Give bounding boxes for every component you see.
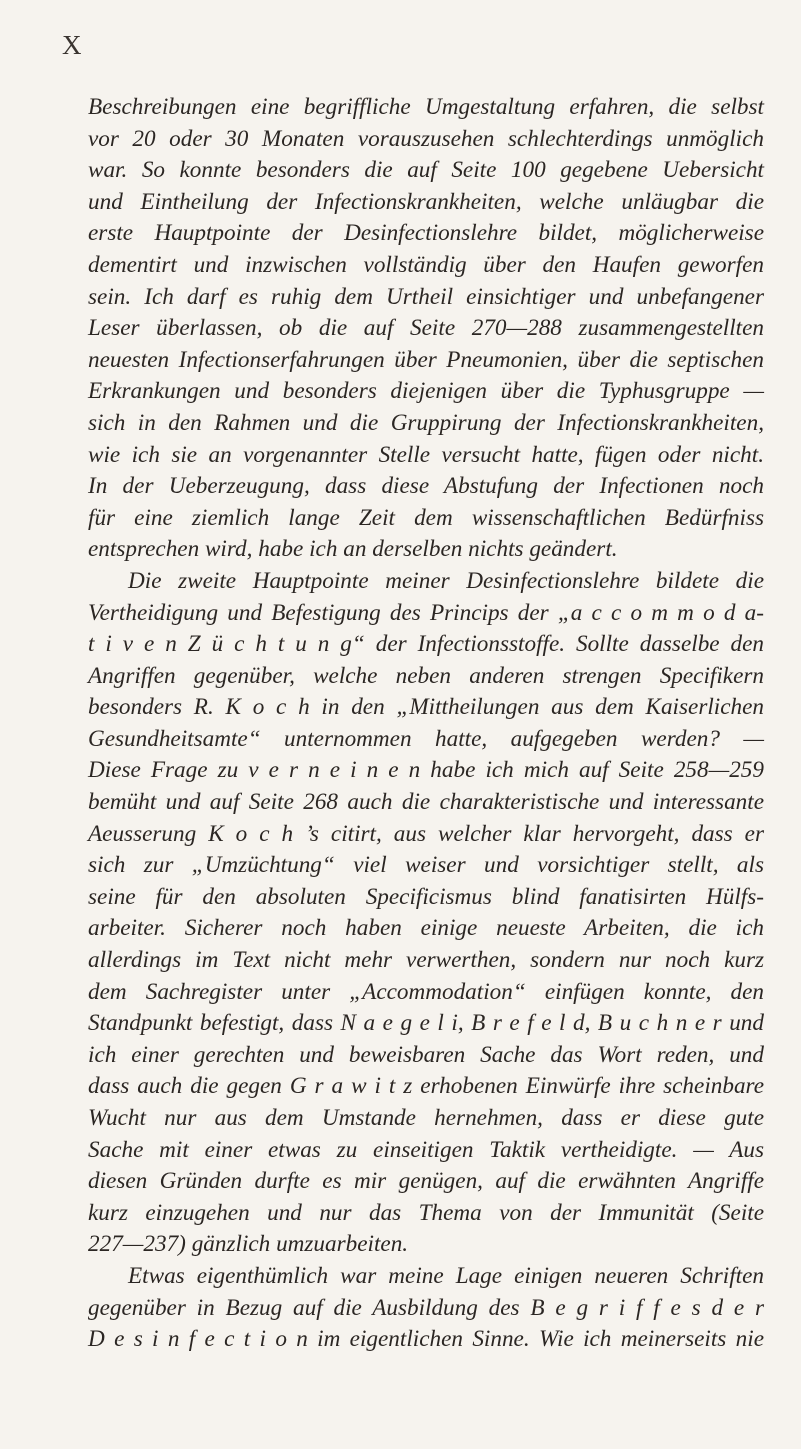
text-line: Diese Frage zu v e r n e i n e n habe ich mich auf Seite 258—259 [88, 757, 764, 784]
text-line: dem Sachregister unter „Accommodation“ einfügen konnte, den [88, 978, 764, 1005]
text-line: ich einer gerechten und beweisbaren Sache das Wort reden, und [88, 1041, 764, 1068]
paragraph [88, 1261, 764, 1356]
text-line: seine für den absoluten Specificismus blind fanatisirten Hülfs- [88, 883, 764, 910]
text-line: Aeusserung K o c h ’s citirt, aus welcher klar hervorgeht, dass er [88, 820, 764, 847]
text-line: besonders R. K o c h in den „Mittheilungen aus dem Kaiserlichen [88, 694, 764, 721]
text-line: und Eintheilung der Infectionskrankheiten, welche unläugbar die [88, 188, 764, 215]
text-line: Standpunkt befestigt, dass N a e g e l i, B r e f e l d, B u c h n e r und [88, 1010, 764, 1037]
text-line: kurz einzugehen und nur das Thema von der Immunität (Seite [88, 1199, 764, 1226]
page-number: X [62, 30, 82, 60]
text-line: arbeiter. Sicherer noch haben einige neueste Arbeiten, die ich [88, 915, 764, 942]
text-line: für eine ziemlich lange Zeit dem wissenschaftlichen Bedürfniss [88, 504, 764, 531]
text-line: diesen Gründen durfte es mir genügen, auf die erwähnten Angriffe [88, 1168, 764, 1195]
paragraph [88, 566, 764, 1261]
text-line: Vertheidigung und Befestigung des Princips der „a c c o m m o d a- [88, 599, 764, 626]
text-line: t i v e n Z ü c h t u n g“ der Infectionsstoffe. Sollte dasselbe den [88, 631, 764, 658]
text-line: dass auch die gegen G r a w i t z erhobenen Einwürfe ihre scheinbare [88, 1073, 764, 1100]
text-line: entsprechen wird, habe ich an derselben nichts geändert. [88, 536, 618, 563]
text-line: wie ich sie an vorgenannter Stelle versucht hatte, fügen oder nicht. [88, 441, 764, 468]
text-line: sich zur „Umzüchtung“ viel weiser und vorsichtiger stellt, als [88, 852, 764, 879]
text-line: sich in den Rahmen und die Gruppirung der Infectionskrankheiten, [88, 409, 764, 436]
text-line: Wucht nur aus dem Umstande hernehmen, dass er diese gute [88, 1105, 764, 1131]
text-line: In der Ueberzeugung, dass diese Abstufung der Infectionen noch [88, 473, 764, 500]
text-line: Die zweite Hauptpointe meiner Desinfectionslehre bildete die [128, 567, 764, 594]
text-line: bemüht und auf Seite 268 auch die charakteristische und interessante [88, 789, 764, 816]
text-line: erste Hauptpointe der Desinfectionslehre bildet, möglicherweise [88, 220, 764, 247]
text-line: vor 20 oder 30 Monaten vorauszusehen schlechterdings unmöglich [88, 125, 764, 152]
text-line: war. So konnte besonders die auf Seite 100 gegebene Uebersicht [88, 157, 764, 184]
text-line: sein. Ich darf es ruhig dem Urtheil einsichtiger und unbefangener [88, 283, 764, 310]
text-line: Beschreibungen eine begriffliche Umgestaltung erfahren, die selbst [88, 94, 764, 120]
text-line: Etwas eigenthümlich war meine Lage einigen neueren Schriften [128, 1262, 764, 1289]
text-line: Gesundheitsamte“ unternommen hatte, aufgegeben werden? — [88, 725, 764, 752]
text-line: D e s i n f e c t i o n im eigentlichen Sinne. Wie ich meinerseits nie [88, 1326, 764, 1353]
text-line: Leser überlassen, ob die auf Seite 270—288 zusammengestellten [88, 315, 764, 342]
body-text [88, 92, 764, 1356]
text-line: neuesten Infectionserfahrungen über Pneumonien, über die septischen [88, 346, 764, 373]
text-line: Erkrankungen und besonders diejenigen über die Typhusgruppe — [88, 378, 764, 405]
text-line: allerdings im Text nicht mehr verwerthen, sondern nur noch kurz [88, 947, 764, 974]
text-line: dementirt und inzwischen vollständig über den Haufen geworfen [88, 251, 764, 278]
text-line: 227—237) gänzlich umzuarbeiten. [88, 1231, 409, 1258]
text-line: Sache mit einer etwas zu einseitigen Taktik vertheidigte. — Aus [88, 1136, 764, 1163]
text-line: Angriffen gegenüber, welche neben anderen strengen Specifikern [88, 662, 764, 689]
paragraph [88, 92, 764, 566]
text-line: gegenüber in Bezug auf die Ausbildung des B e g r i f f e s d e r [88, 1294, 764, 1321]
